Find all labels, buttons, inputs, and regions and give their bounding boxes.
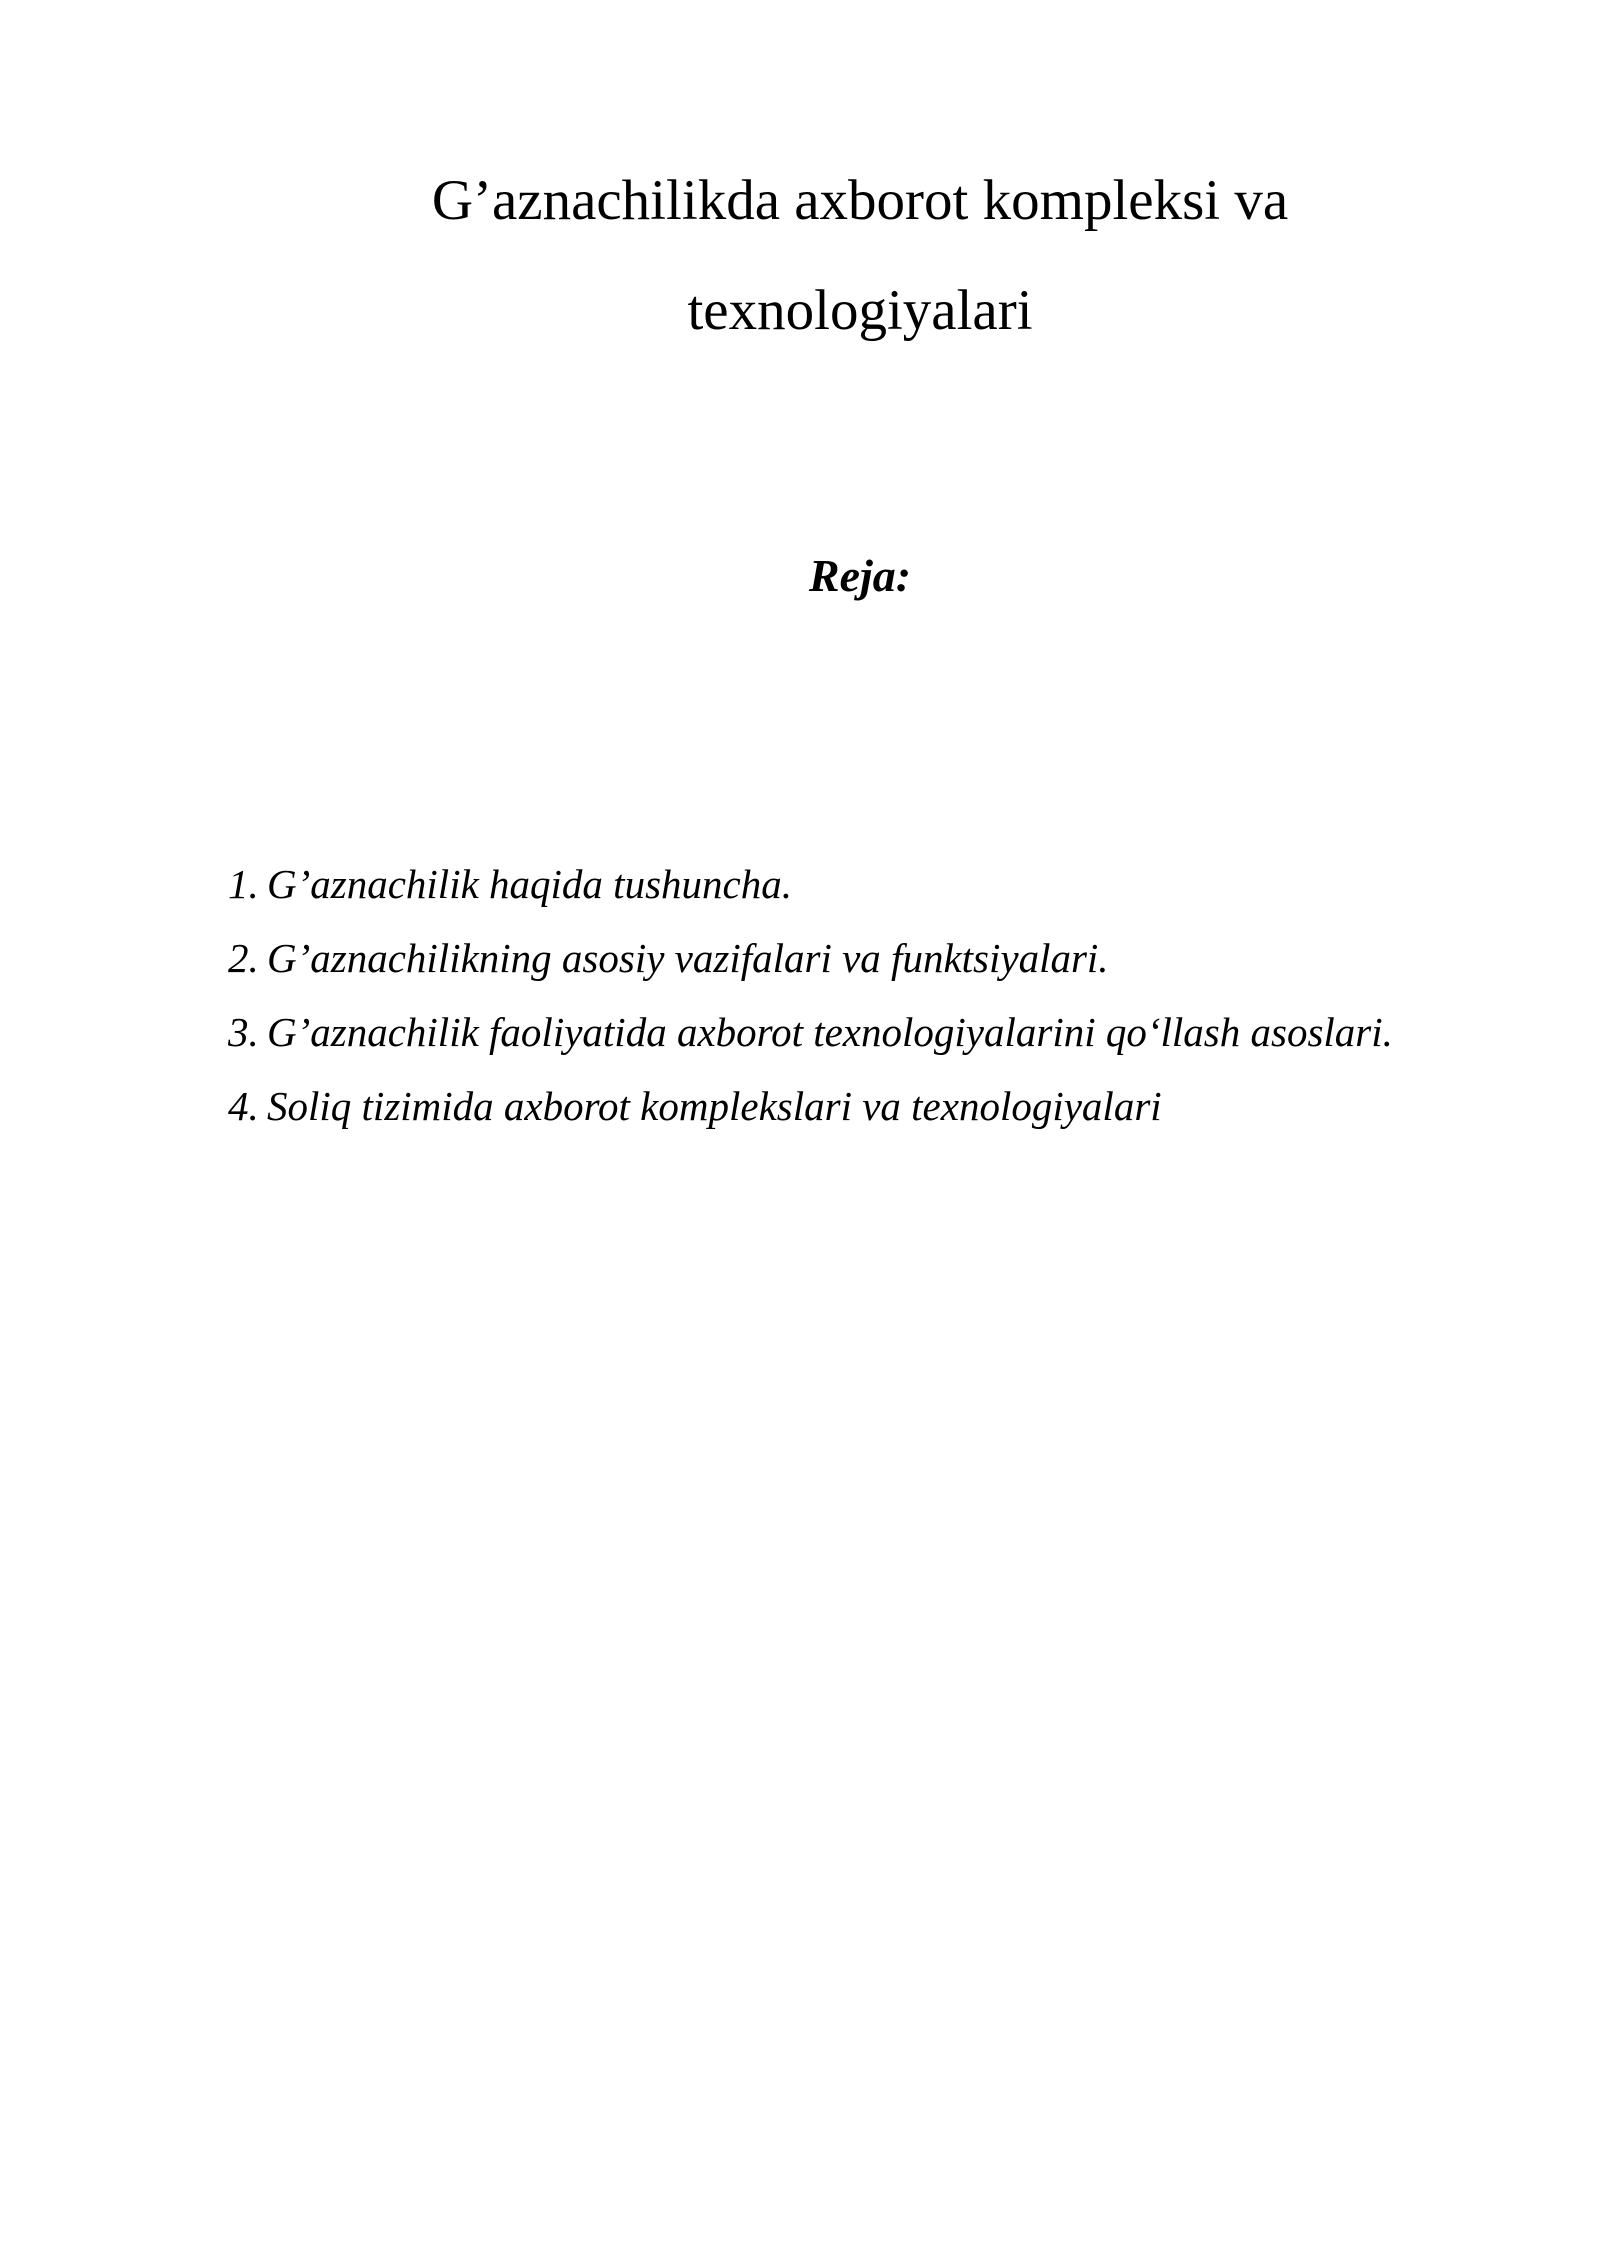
plan-item-text: G’aznachilik faoliyatida axborot texnologiyalarini qo‘llash asoslari.: [267, 1009, 1393, 1055]
plan-heading: Reja:: [808, 550, 912, 601]
plan-item-text: G’aznachilikning asosiy vazifalari va funktsiyalari.: [267, 935, 1109, 981]
plan-item-number: 1.: [228, 861, 259, 907]
document-title-line-1: G’aznachilikda axborot kompleksi va: [431, 169, 1289, 232]
document-title-line-2: texnologiyalari: [687, 279, 1033, 342]
plan-item-3: [228, 1008, 1528, 1082]
plan-item-number: 4.: [228, 1083, 259, 1129]
plan-item-2: [228, 934, 1528, 1008]
document-title: [300, 146, 1420, 366]
plan-item-1: [228, 860, 1528, 934]
plan-item-text: G’aznachilik haqida tushuncha.: [267, 861, 792, 907]
plan-list: [228, 860, 1528, 1156]
plan-item-number: 2.: [228, 935, 259, 981]
plan-item-4: [228, 1082, 1528, 1156]
plan-item-text: Soliq tizimida axborot komplekslari va texnologiyalari: [267, 1083, 1162, 1129]
plan-item-number: 3.: [228, 1009, 259, 1055]
